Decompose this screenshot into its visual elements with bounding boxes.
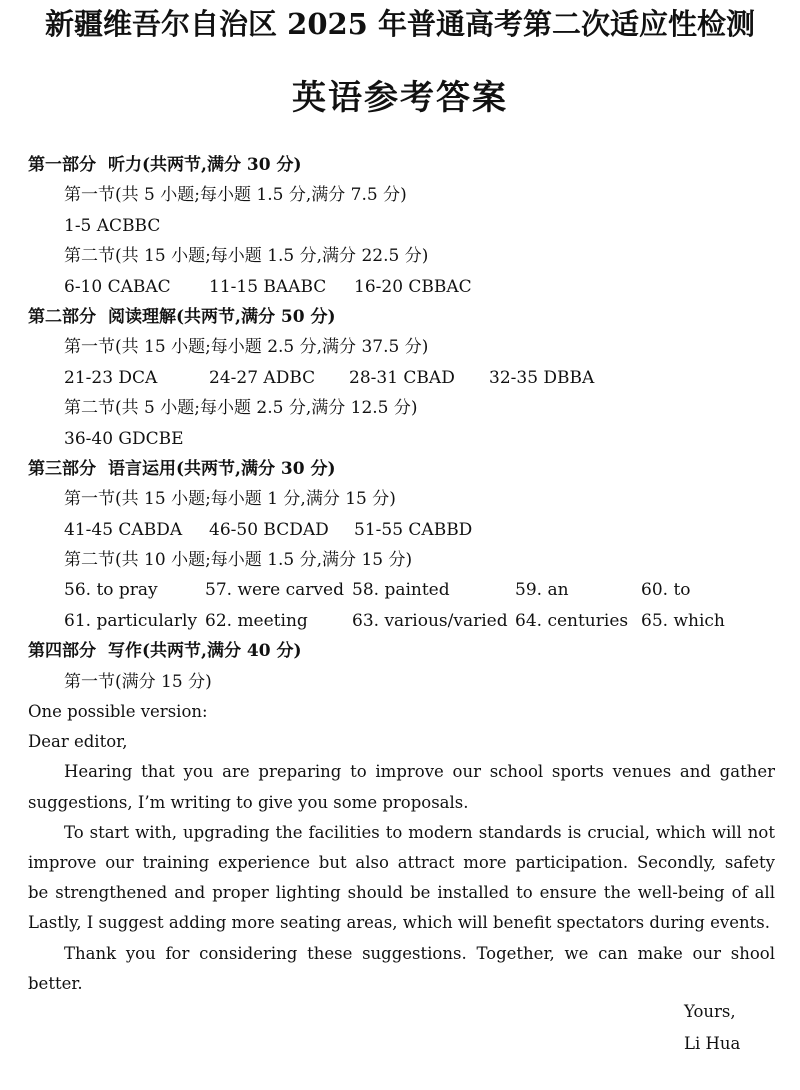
essay-line: Lastly, I suggest adding more seating areas, which will benefit spectators during events. (28, 913, 770, 933)
essay-line: To start with, upgrading the facilities to modern standards is crucial, which will not (64, 822, 775, 842)
essay-line: Hearing that you are preparing to improve our school sports venues and gather (64, 762, 775, 782)
essay-closing: Yours, (684, 1002, 736, 1021)
part-2-section-1-desc: 第一节(共 15 小题;每小题 2.5 分,满分 37.5 分) (64, 337, 429, 358)
answer-group: 16-20 CBBAC (354, 276, 472, 297)
part-1-label: 第一部分 (28, 155, 96, 175)
fill-answer: 64. centuries (515, 610, 629, 631)
answer-group: 32-35 DBBA (489, 367, 595, 388)
part-3-section-2-answers-row-1 (28, 575, 776, 605)
fill-answer: 62. meeting (205, 610, 308, 631)
part-3-section-2-answers-row-2 (28, 606, 776, 636)
answer-group: 36-40 GDCBE (64, 428, 184, 449)
part-2-name: 阅读理解 (108, 306, 176, 327)
answer-group: 51-55 CABBD (354, 519, 473, 540)
part-2-section-1-answers (28, 363, 776, 393)
part-3-section-1-desc: 第一节(共 15 小题;每小题 1 分,满分 15 分) (64, 489, 396, 510)
answer-group: 6-10 CABAC (64, 276, 171, 297)
part-4-section-1-desc: 第一节(满分 15 分) (64, 671, 212, 692)
answer-group: 41-45 CABDA (64, 519, 183, 540)
answer-group: 1-5 ACBBC (64, 215, 161, 236)
essay-intro: One possible version: (28, 702, 208, 721)
part-3-section-2-desc: 第二节(共 10 小题;每小题 1.5 分,满分 15 分) (64, 550, 413, 571)
answer-group: 24-27 ADBC (209, 367, 316, 388)
part-1-name: 听力 (108, 155, 142, 175)
part-3-section-1-answers (28, 515, 776, 545)
part-1-section-1-answers (28, 211, 776, 241)
essay-line: be strengthened and proper lighting should be installed to ensure the well-being of all (28, 883, 775, 903)
fill-answer: 63. various/varied (352, 610, 508, 631)
answer-group: 28-31 CBAD (349, 367, 455, 388)
essay-line: suggestions, I’m writing to give you some proposals. (28, 792, 469, 812)
essay-line: improve our training experience but also attract more participation. Secondly, safety (28, 852, 775, 872)
part-2-label: 第二部分 (28, 306, 96, 327)
sample-essay (28, 697, 775, 999)
part-1-section-2-desc: 第二节(共 15 小题;每小题 1.5 分,满分 22.5 分) (64, 246, 429, 267)
answer-group: 11-15 BAABC (209, 276, 327, 297)
fill-answer: 56. to pray (64, 580, 158, 601)
part-1-section-2-answers (28, 272, 776, 302)
fill-answer: 59. an (515, 580, 569, 601)
answer-content (28, 150, 776, 697)
part-4-heading (28, 636, 776, 666)
part-4-label: 第四部分 (28, 641, 96, 662)
part-3-note: (共两节,满分 30 分) (176, 458, 336, 479)
essay-line: Thank you for considering these suggestions. Together, we can make our shool (64, 943, 775, 963)
part-2-heading (28, 302, 776, 332)
part-1-heading (28, 150, 776, 180)
part-4-name: 写作 (108, 641, 142, 662)
part-3-name: 语言运用 (108, 458, 176, 479)
answer-group: 46-50 BCDAD (209, 519, 329, 540)
essay-greeting: Dear editor, (28, 732, 128, 752)
fill-answer: 57. were carved (205, 580, 344, 601)
part-3-heading (28, 454, 776, 484)
part-1-note: (共两节,满分 30 分) (142, 155, 302, 175)
page-title: 新疆维吾尔自治区 2025 年普通高考第二次适应性检测 (45, 7, 755, 41)
fill-answer: 65. which (641, 610, 725, 631)
part-2-note: (共两节,满分 50 分) (176, 306, 336, 327)
essay-signature: Li Hua (684, 1034, 741, 1053)
answer-group: 21-23 DCA (64, 367, 158, 388)
page-subtitle: 英语参考答案 (292, 78, 508, 118)
part-2-section-2-answers (28, 424, 776, 454)
part-3-label: 第三部分 (28, 458, 96, 479)
essay-line: better. (28, 973, 83, 993)
part-2-section-2-desc: 第二节(共 5 小题;每小题 2.5 分,满分 12.5 分) (64, 398, 418, 419)
fill-answer: 60. to (641, 580, 691, 601)
fill-answer: 58. painted (352, 580, 450, 601)
part-4-note: (共两节,满分 40 分) (142, 641, 302, 662)
part-1-section-1-desc: 第一节(共 5 小题;每小题 1.5 分,满分 7.5 分) (64, 185, 407, 206)
fill-answer: 61. particularly (64, 610, 198, 631)
